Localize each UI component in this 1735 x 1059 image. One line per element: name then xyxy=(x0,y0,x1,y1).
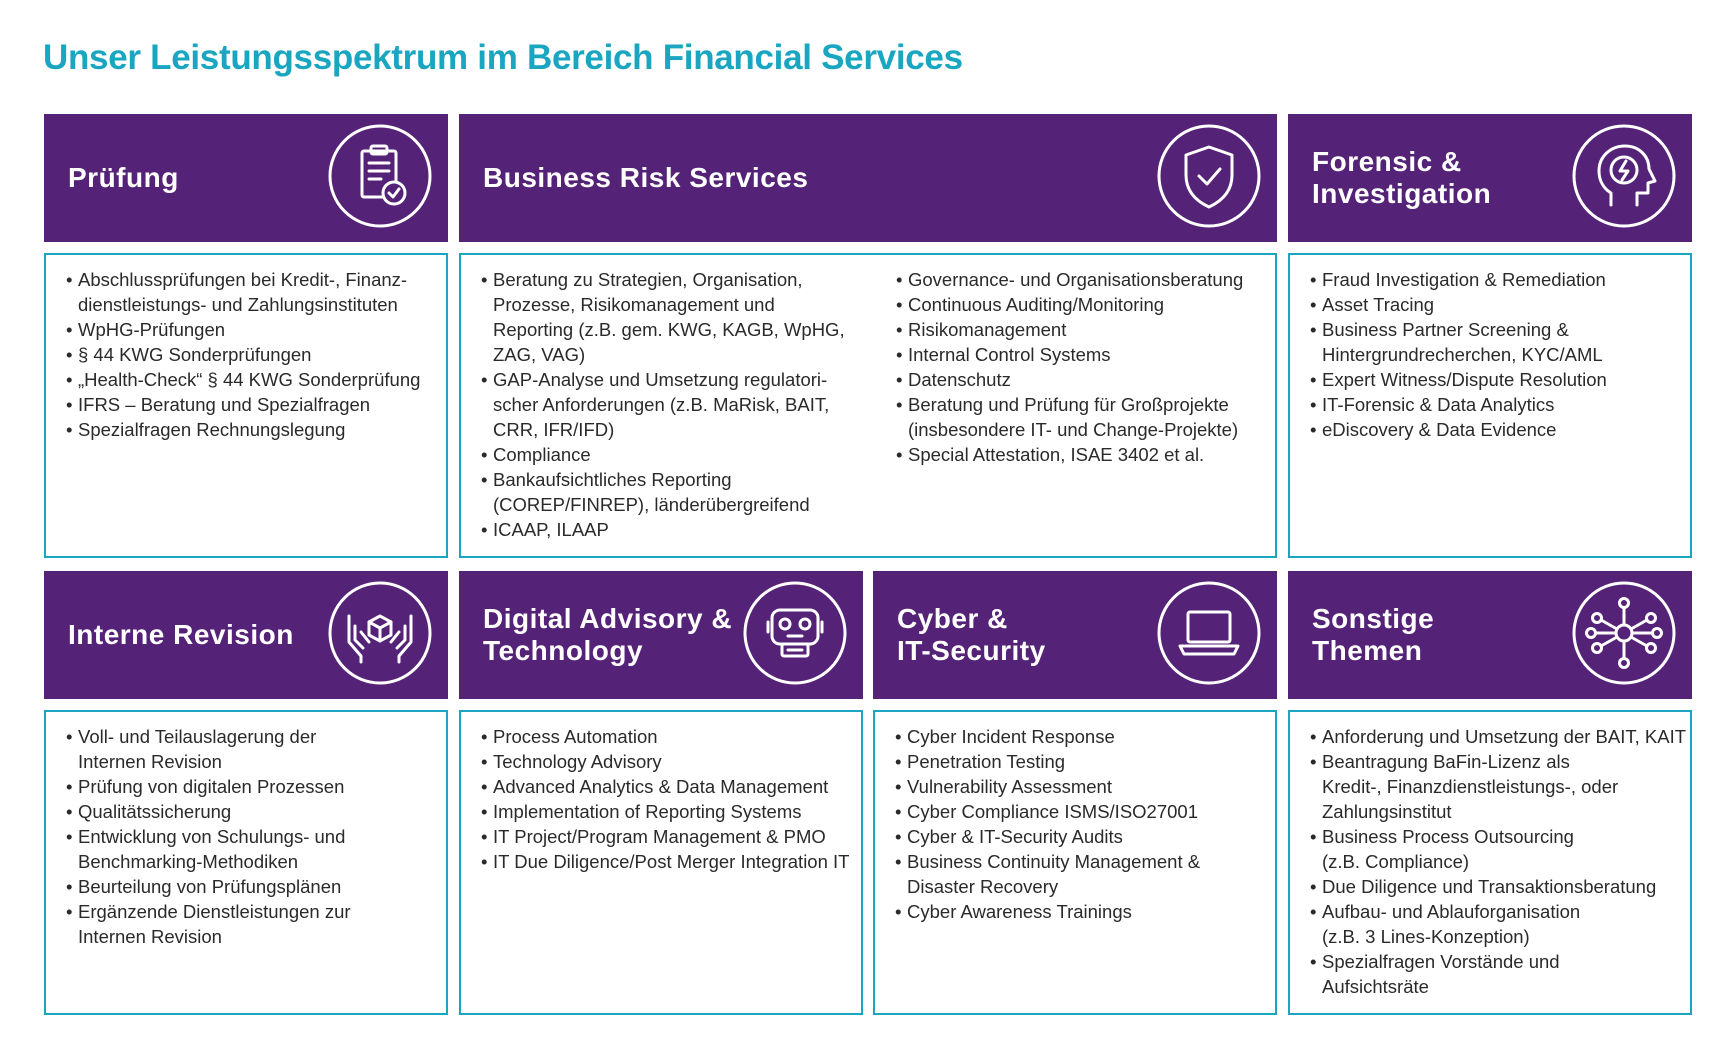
list-item-line: (insbesondere IT- und Change-Projekte) xyxy=(908,419,1239,440)
list-item-line: • Cyber Compliance ISMS/ISO27001 xyxy=(907,801,1198,822)
section-title-line: Cyber & xyxy=(897,603,1008,634)
list-item xyxy=(1310,392,1680,417)
list-item xyxy=(1310,749,1680,824)
list-item-line: Kredit-, Finanzdienstleistungs-, oder xyxy=(1322,776,1619,797)
list-item xyxy=(896,317,1243,342)
list-item-line: • Due Diligence und Transaktionsberatung xyxy=(1322,876,1657,897)
list-item-line: CRR, IFR/IFD) xyxy=(493,419,615,440)
list-item-line: • Expert Witness/Dispute Resolution xyxy=(1322,369,1607,390)
list-item xyxy=(481,367,896,442)
list-item-line: Aufsichtsräte xyxy=(1322,976,1429,997)
bullet-list xyxy=(66,724,436,949)
list-item xyxy=(66,267,436,317)
list-item-line: • Beantragung BaFin-Lizenz als xyxy=(1322,751,1570,772)
list-item-line: Hintergrundrecherchen, KYC/AML xyxy=(1322,344,1603,365)
list-item-line: • Special Attestation, ISAE 3402 et al. xyxy=(908,444,1205,465)
list-item xyxy=(896,342,1243,367)
content-interne-revision xyxy=(44,710,448,1015)
bullet-list xyxy=(481,724,851,874)
list-item xyxy=(481,774,851,799)
network-hub-icon xyxy=(1571,580,1677,686)
list-item-line: Zahlungsinstitut xyxy=(1322,801,1452,822)
bullet-list xyxy=(481,267,896,546)
content-sonstige-themen xyxy=(1288,710,1692,1015)
laptop-icon xyxy=(1156,580,1262,686)
list-item xyxy=(66,774,436,799)
content-pruefung xyxy=(44,253,448,558)
header-forensic-investigation xyxy=(1288,114,1692,242)
list-item xyxy=(481,442,896,467)
list-item xyxy=(1310,317,1680,367)
list-item xyxy=(1310,874,1680,899)
list-item-line: • Process Automation xyxy=(493,726,658,747)
list-item xyxy=(895,899,1265,924)
list-item-line: • Business Partner Screening & xyxy=(1322,319,1569,340)
list-item-line: • IT-Forensic & Data Analytics xyxy=(1322,394,1555,415)
list-item-line: • Prüfung von digitalen Prozessen xyxy=(78,776,345,797)
list-item xyxy=(66,824,436,874)
header-interne-revision xyxy=(44,571,448,699)
list-item-line: ZAG, VAG) xyxy=(493,344,586,365)
list-item xyxy=(66,799,436,824)
list-item-line: • Bankaufsichtliches Reporting xyxy=(493,469,732,490)
list-item-line: • Beratung zu Strategien, Organisation, xyxy=(493,269,803,290)
list-item-line: • eDiscovery & Data Evidence xyxy=(1322,419,1557,440)
list-item-line: • Governance- und Organisationsberatung xyxy=(908,269,1244,290)
list-item-line: • Risikomanagement xyxy=(908,319,1067,340)
list-item xyxy=(895,724,1265,749)
list-item xyxy=(896,267,1243,292)
list-item xyxy=(1310,949,1680,999)
list-item xyxy=(481,467,896,517)
head-lightning-icon xyxy=(1571,123,1677,229)
list-item xyxy=(66,417,436,442)
section-title-line: Business Risk Services xyxy=(483,162,809,193)
list-item xyxy=(895,774,1265,799)
list-item-line: (COREP/FINREP), länderübergreifend xyxy=(493,494,810,515)
list-item-line: • IFRS – Beratung und Spezialfragen xyxy=(78,394,371,415)
list-item xyxy=(896,292,1243,317)
section-title xyxy=(897,603,1046,667)
section-title xyxy=(68,619,294,651)
list-item-line: (z.B. 3 Lines-Konzeption) xyxy=(1322,926,1530,947)
list-item xyxy=(1310,367,1680,392)
list-item xyxy=(66,317,436,342)
list-item-line: scher Anforderungen (z.B. MaRisk, BAIT, xyxy=(493,394,830,415)
list-item-line: • WpHG-Prüfungen xyxy=(78,319,226,340)
section-title xyxy=(1312,603,1434,667)
list-item xyxy=(896,367,1243,392)
bullet-list xyxy=(895,724,1265,924)
list-item-line: Internen Revision xyxy=(78,926,222,947)
section-title-line: Sonstige xyxy=(1312,603,1435,634)
list-item-line: • Business Process Outsourcing xyxy=(1322,826,1574,847)
bullet-list xyxy=(1310,724,1687,999)
list-item-line: • Cyber Awareness Trainings xyxy=(907,901,1132,922)
section-title-line: Investigation xyxy=(1312,178,1492,209)
section-title-line: Digital Advisory & xyxy=(483,603,733,634)
list-item-line: • § 44 KWG Sonderprüfungen xyxy=(78,344,312,365)
list-item-line: • Datenschutz xyxy=(908,369,1011,390)
clipboard-check-icon xyxy=(327,123,433,229)
list-item-line: • Aufbau- und Ablauforganisation xyxy=(1322,901,1581,922)
content-digital-advisory xyxy=(459,710,863,1015)
list-item xyxy=(1310,417,1680,442)
list-item-line: • Beratung und Prüfung für Großprojekte xyxy=(908,394,1229,415)
list-item xyxy=(66,392,436,417)
list-item xyxy=(481,824,851,849)
section-title xyxy=(483,603,732,667)
list-item-line: • IT Due Diligence/Post Merger Integration IT xyxy=(493,851,850,872)
list-item xyxy=(66,724,436,774)
section-title-line: IT-Security xyxy=(897,635,1046,666)
header-sonstige-themen xyxy=(1288,571,1692,699)
list-item-line: • Abschlussprüfungen bei Kredit-, Finanz- xyxy=(78,269,408,290)
list-item xyxy=(895,799,1265,824)
list-item xyxy=(896,442,1243,467)
list-item-line: • Ergänzende Dienstleistungen zur xyxy=(78,901,351,922)
list-item xyxy=(481,517,896,542)
header-digital-advisory xyxy=(459,571,863,699)
robot-icon xyxy=(742,580,848,686)
list-item-line: • „Health-Check“ § 44 KWG Sonderprüfung xyxy=(78,369,421,390)
list-item-line: (z.B. Compliance) xyxy=(1322,851,1470,872)
list-item-line: • IT Project/Program Management & PMO xyxy=(493,826,826,847)
list-item-line: Prozesse, Risikomanagement und xyxy=(493,294,775,315)
bullet-list xyxy=(66,267,436,442)
shield-check-icon xyxy=(1156,123,1262,229)
section-title-line: Prüfung xyxy=(68,162,179,193)
list-item-line: Reporting (z.B. gem. KWG, KAGB, WpHG, xyxy=(493,319,845,340)
section-title xyxy=(68,162,179,194)
list-item-line: • Vulnerability Assessment xyxy=(907,776,1112,797)
list-item xyxy=(895,824,1265,849)
list-item-line: • Technology Advisory xyxy=(493,751,662,772)
list-item-line: Internen Revision xyxy=(78,751,222,772)
list-item-line: • Fraud Investigation & Remediation xyxy=(1322,269,1606,290)
list-item-line: • Qualitätssicherung xyxy=(78,801,232,822)
list-item xyxy=(1310,824,1680,874)
list-item xyxy=(1310,267,1680,292)
hands-cube-icon xyxy=(327,580,433,686)
list-item-line: Benchmarking-Methodiken xyxy=(78,851,299,872)
list-item-line: • Advanced Analytics & Data Management xyxy=(493,776,829,797)
list-item xyxy=(66,899,436,949)
header-pruefung xyxy=(44,114,448,242)
list-item xyxy=(1310,724,1687,749)
list-item-line: • Spezialfragen Vorstände und xyxy=(1322,951,1560,972)
list-item-line: • Spezialfragen Rechnungslegung xyxy=(78,419,346,440)
list-item-line: • GAP-Analyse und Umsetzung regulatori- xyxy=(493,369,828,390)
section-title-line: Technology xyxy=(483,635,644,666)
list-item-line: • Cyber & IT-Security Audits xyxy=(907,826,1123,847)
content-cyber-it-security xyxy=(873,710,1277,1015)
list-item-line: • Business Continuity Management & xyxy=(907,851,1201,872)
list-item xyxy=(895,749,1265,774)
list-item xyxy=(481,849,851,874)
section-title-line: Themen xyxy=(1312,635,1423,666)
list-item xyxy=(481,267,896,367)
list-item-line: • Entwicklung von Schulungs- und xyxy=(78,826,346,847)
list-item-line: • ICAAP, ILAAP xyxy=(493,519,609,540)
content-business-risk-services xyxy=(459,253,1277,558)
list-item-line: • Anforderung und Umsetzung der BAIT, KAIT xyxy=(1322,726,1687,747)
list-item-line: • Beurteilung von Prüfungsplänen xyxy=(78,876,342,897)
section-title xyxy=(483,162,808,194)
list-item xyxy=(481,799,851,824)
list-item-line: • Voll- und Teilauslagerung der xyxy=(78,726,317,747)
list-item xyxy=(66,874,436,899)
list-item-line: • Penetration Testing xyxy=(907,751,1066,772)
section-title xyxy=(1312,146,1491,210)
list-item xyxy=(895,849,1265,899)
list-item-line: dienstleistungs- und Zahlungsinstituten xyxy=(78,294,398,315)
list-item xyxy=(1310,292,1680,317)
content-forensic-investigation xyxy=(1288,253,1692,558)
list-item xyxy=(1310,899,1680,949)
list-item xyxy=(896,392,1243,442)
list-item-line: Disaster Recovery xyxy=(907,876,1059,897)
list-item-line: • Implementation of Reporting Systems xyxy=(493,801,802,822)
list-item-line: • Asset Tracing xyxy=(1322,294,1435,315)
list-item xyxy=(481,749,851,774)
list-item-line: • Compliance xyxy=(493,444,591,465)
list-item xyxy=(481,724,851,749)
section-title-line: Forensic & xyxy=(1312,146,1462,177)
list-item-line: • Internal Control Systems xyxy=(908,344,1111,365)
list-item xyxy=(66,342,436,367)
page-title: Unser Leistungsspektrum im Bereich Financial Services xyxy=(43,38,963,77)
header-cyber-it-security xyxy=(873,571,1277,699)
section-title-line: Interne Revision xyxy=(68,619,294,650)
list-item xyxy=(66,367,436,392)
bullet-list xyxy=(1310,267,1680,442)
list-item-line: • Continuous Auditing/Monitoring xyxy=(908,294,1165,315)
header-business-risk-services xyxy=(459,114,1277,242)
bullet-list xyxy=(896,267,1243,546)
list-item-line: • Cyber Incident Response xyxy=(907,726,1115,747)
